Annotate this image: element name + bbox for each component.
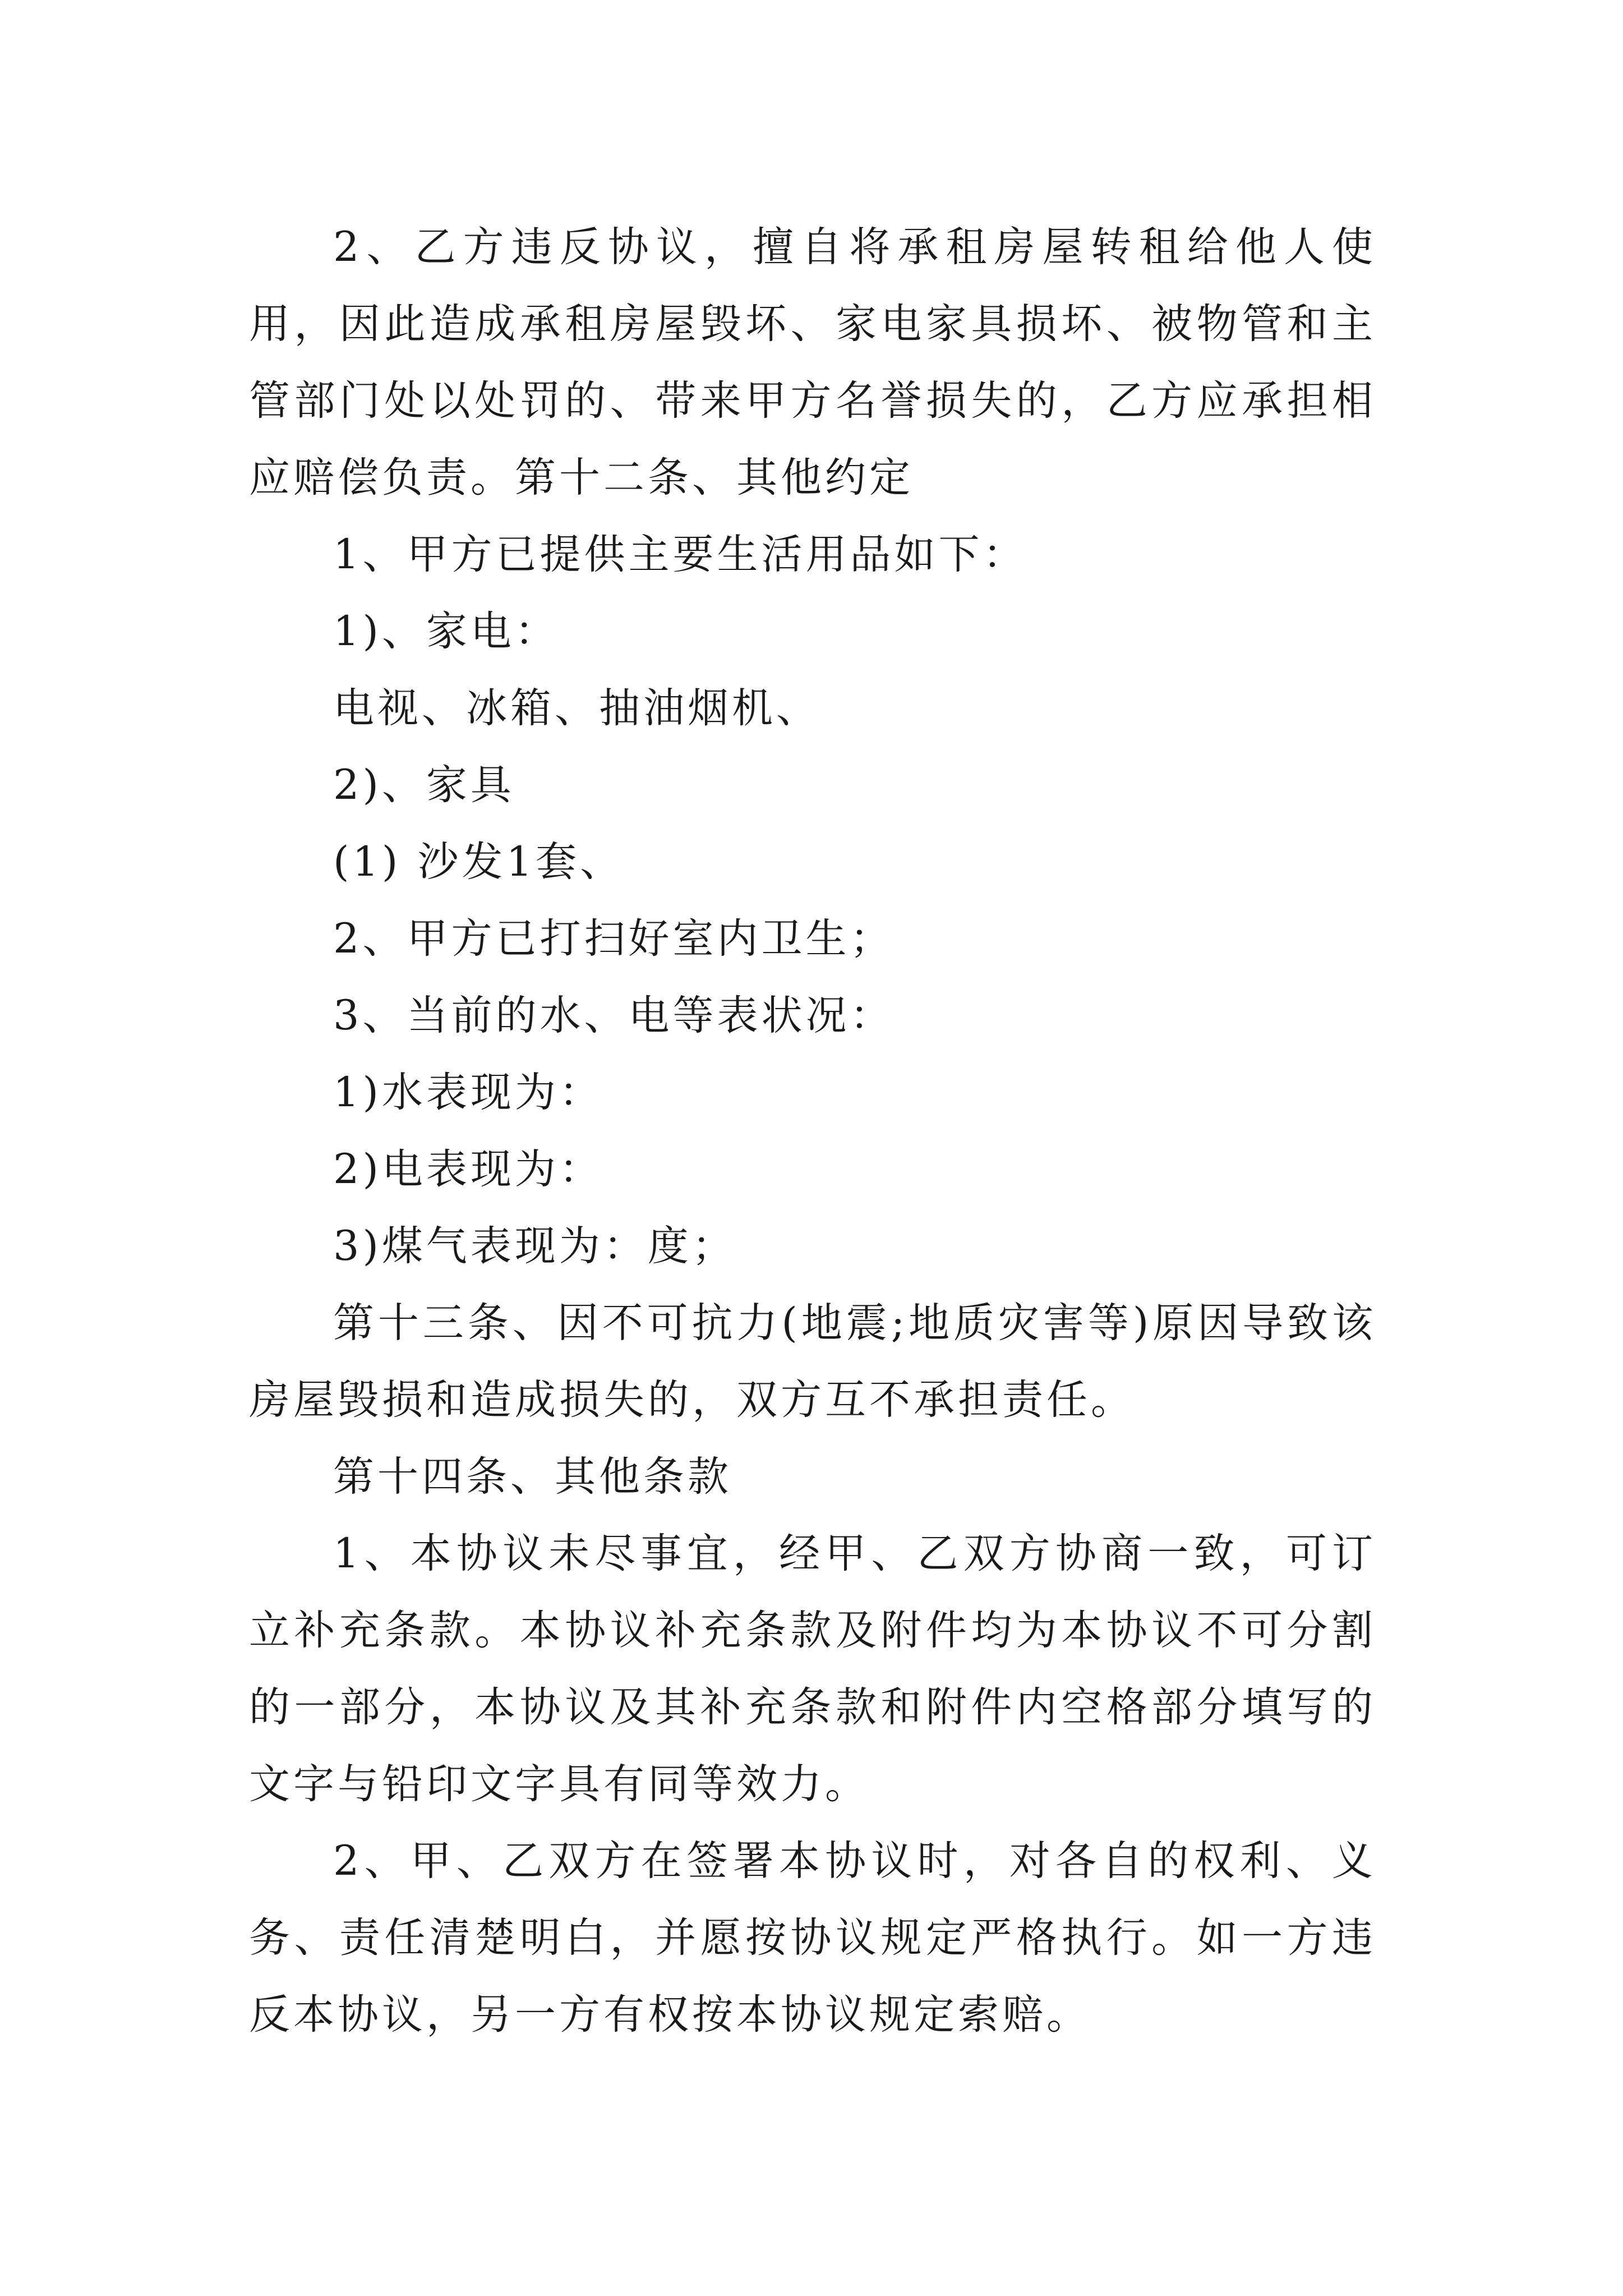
paragraph-electric-meter: 2)电表现为：	[333, 1145, 603, 1193]
paragraph-appliances-list: 电视、冰箱、抽油烟机、	[333, 684, 820, 732]
paragraph-force-majeure: 第十三条、因不可抗力(地震;地质灾害等)原因导致该房屋毁损和造成损失的，双方互不承担责任。	[249, 1299, 1376, 1424]
paragraph-sublet-breach: 2、乙方违反协议，擅自将承租房屋转租给他人使用，因此造成承租房屋毁坏、家电家具损坏、被物管和主管部门处以处罚的、带来甲方名誉损失的，乙方应承担相应赔偿负责。第十二条、其他约定	[249, 223, 1376, 501]
document-body	[249, 209, 1376, 2053]
paragraph-article-14-heading: 第十四条、其他条款	[333, 1453, 732, 1501]
paragraph-meter-status: 3、当前的水、电等表状况：	[333, 992, 895, 1039]
paragraph-supplementary-terms: 1、本协议未尽事宜，经甲、乙双方协商一致，可订立补充条款。本协议补充条款及附件均为本协议不可分割的一部分，本协议及其补充条款和附件内空格部分填写的文字与铅印文字具有同等效力。	[249, 1530, 1376, 1808]
paragraph-appliances-heading: 1)、家电：	[333, 608, 559, 655]
paragraph-cleaning: 2、甲方已打扫好室内卫生；	[333, 915, 895, 963]
paragraph-rights-obligations: 2、甲、乙双方在签署本协议时，对各自的权利、义务、责任清楚明白，并愿按协议规定严格执行。如一方违反本协议，另一方有权按本协议规定索赔。	[249, 1837, 1376, 2039]
paragraph-gas-meter: 3)煤气表现为：度；	[333, 1222, 736, 1270]
paragraph-furniture-heading: 2)、家具	[333, 761, 515, 809]
paragraph-water-meter: 1)水表现为：	[333, 1069, 603, 1116]
paragraph-supplies-intro: 1、甲方已提供主要生活用品如下：	[333, 531, 1027, 578]
paragraph-furniture-item: (1) 沙发1套、	[333, 838, 625, 886]
